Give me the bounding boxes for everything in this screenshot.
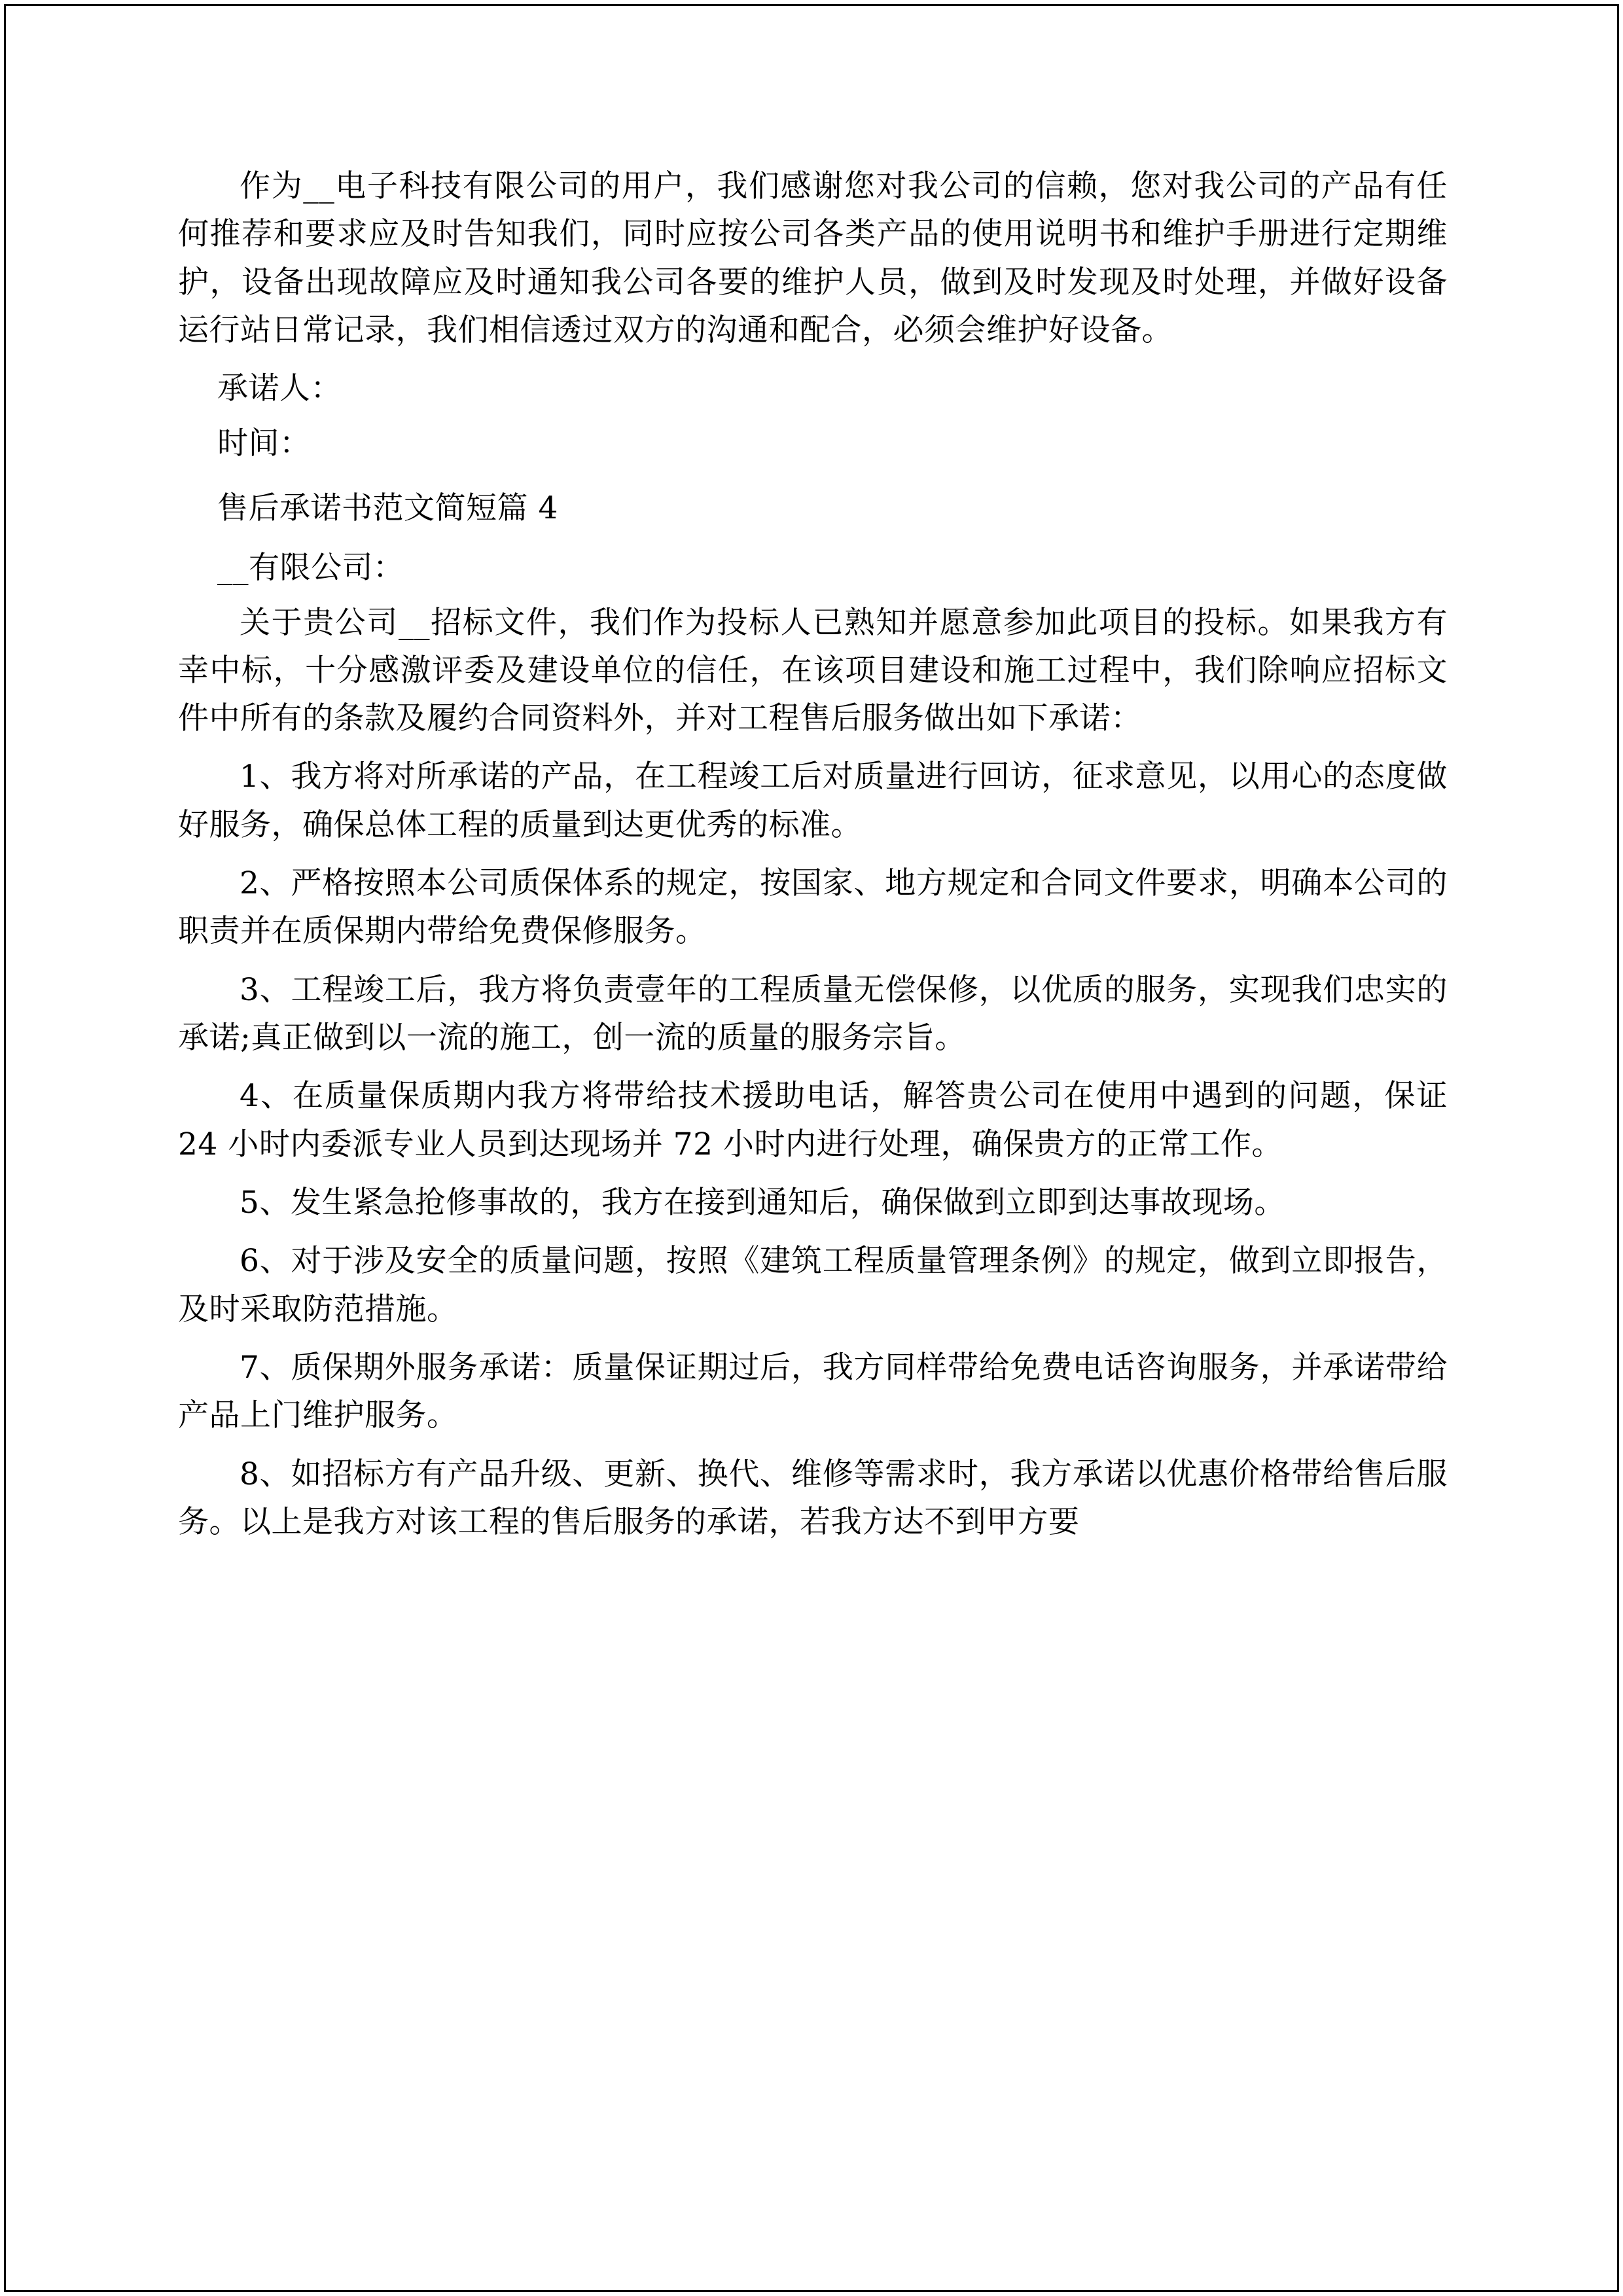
paragraph-opening: 关于贵公司__招标文件，我们作为投标人已熟知并愿意参加此项目的投标。如果我方有幸中标，十分感激评委及建设单位的信任，在该项目建设和施工过程中，我们除响应招标文件中所有的条款及履约合同资料外，并对工程售后服务做出如下承诺： [178,604,1448,737]
paragraph-item-1: 1、我方将对所承诺的产品，在工程竣工后对质量进行回访，征求意见，以用心的态度做好服务，确保总体工程的质量到达更优秀的标准。 [178,759,1448,843]
paragraph-item-8: 8、如招标方有产品升级、更新、换代、维修等需求时，我方承诺以优惠价格带给售后服务。以上是我方对该工程的售后服务的承诺，若我方达不到甲方要 [178,1456,1448,1540]
paragraph-item-3: 3、工程竣工后，我方将负责壹年的工程质量无偿保修，以优质的服务，实现我们忠实的承诺;真正做到以一流的施工，创一流的质量的服务宗旨。 [178,971,1448,1056]
paragraph-item-4: 4、在质量保质期内我方将带给技术援助电话，解答贵公司在使用中遇到的问题，保证 24 小时内委派专业人员到达现场并 72 小时内进行处理，确保贵方的正常工作。 [178,1078,1448,1162]
paragraph-intro: 作为__电子科技有限公司的用户，我们感谢您对我公司的信赖，您对我公司的产品有任何推荐和要求应及时告知我们，同时应按公司各类产品的使用说明书和维护手册进行定期维护，设备出现故障应及时通知我公司各要的维护人员，做到及时发现及时处理，并做好设备运行站日常记录，我们相信透过双方的沟通和配合，必须会维护好设备。 [178,168,1448,348]
paragraph-item-2: 2、严格按照本公司质保体系的规定，按国家、地方规定和合同文件要求，明确本公司的职责并在质保期内带给免费保修服务。 [178,865,1448,950]
paragraph-date: 时间： [217,425,311,461]
paragraph-item-5: 5、发生紧急抢修事故的，我方在接到通知后，确保做到立即到达事故现场。 [240,1184,1285,1221]
paragraph-signer: 承诺人： [217,370,342,407]
paragraph-company: __有限公司： [217,550,404,586]
document-body [178,162,1448,1556]
section-heading: 售后承诺书范文简短篇 4 [217,490,558,526]
paragraph-item-7: 7、质保期外服务承诺：质量保证期过后，我方同样带给免费电话咨询服务，并承诺带给产品上门维护服务。 [178,1349,1448,1434]
paragraph-item-6: 6、对于涉及安全的质量问题，按照《建筑工程质量管理条例》的规定，做到立即报告，及时采取防范措施。 [178,1243,1448,1327]
